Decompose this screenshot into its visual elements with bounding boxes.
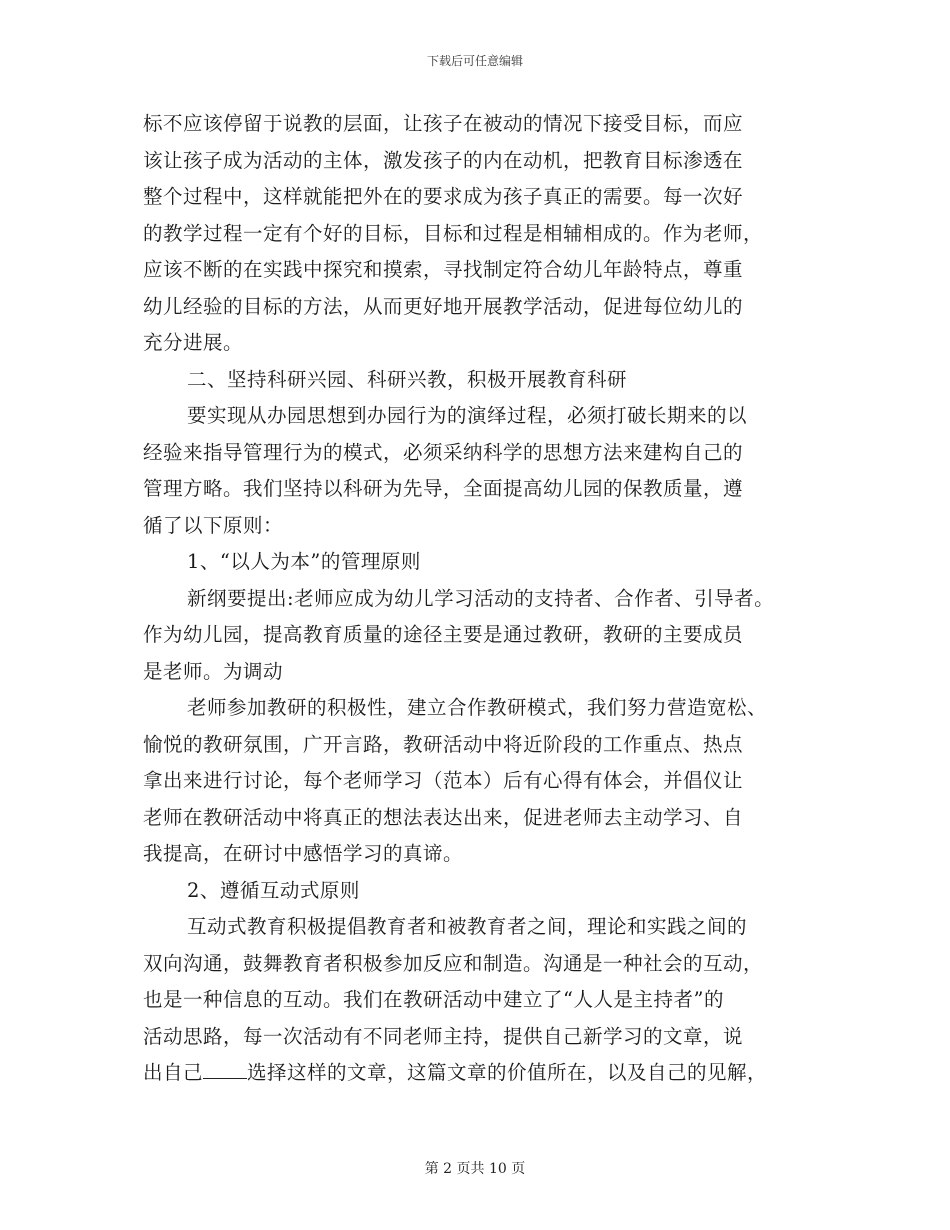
text-segment: 选择这样的文章，这篇文章的价值所在，以及自己的见解， — [247, 1061, 768, 1084]
text-line: 管理方略。我们坚持以科研为先导，全面提高幼儿园的保教质量，遵 — [143, 477, 744, 500]
text-line: 活动思路，每一次活动有不同老师主持，提供自己新学习的文章，说 — [143, 1024, 744, 1048]
page-footer: 第 2 页共 10 页 — [424, 1161, 526, 1177]
text-line: 老师参加教研的积极性，建立合作教研模式，我们努力营造宽松、 — [187, 696, 768, 719]
text-segment: 出自己 — [143, 1061, 204, 1084]
fill-in-blank — [203, 1058, 247, 1079]
text-line: 循了以下原则： — [143, 513, 284, 537]
text-line: 幼儿经验的目标的方法，从而更好地开展教学活动，促进每位幼儿的 — [143, 294, 744, 318]
text-line: 老师在教研活动中将真正的想法表达出来，促进老师去主动学习、自 — [143, 805, 744, 829]
document-body — [143, 106, 843, 1092]
text-line: 该让孩子成为活动的主体，激发孩子的内在动机，把教育目标渗透在 — [143, 148, 744, 172]
page-header: 下载后可任意编辑 — [426, 54, 523, 68]
text-line: 的教学过程一定有个好的目标，目标和过程是相辅相成的。作为老师， — [143, 221, 764, 245]
text-line: 愉悦的教研氛围，广开言路，教研活动中将近阶段的工作重点、热点 — [143, 732, 744, 756]
text-line: 互动式教育积极提倡教育者和被教育者之间，理论和实践之间的 — [187, 915, 748, 938]
text-line: 经验来指导管理行为的模式，必须采纳科学的思想方法来建构自己的 — [143, 440, 744, 464]
text-line: 充分进展。 — [143, 331, 244, 354]
text-line: 标不应该停留于说教的层面，让孩子在被动的情况下接受目标，而应 — [143, 112, 744, 135]
text-line: 是老师。为调动 — [143, 659, 284, 683]
text-line: 新纲要提出:老师应成为幼儿学习活动的支持者、合作者、引导者。 — [187, 586, 775, 610]
text-line: 整个过程中，这样就能把外在的要求成为孩子真正的需要。每一次好 — [143, 185, 744, 208]
text-line-with-blank — [143, 1055, 843, 1092]
text-line: 要实现从办园思想到办园行为的演绎过程，必须打破长期来的以 — [187, 404, 748, 427]
text-line: 双向沟通，鼓舞教育者积极参加反应和制造。沟通是一种社会的互动， — [143, 951, 764, 975]
text-line: 也是一种信息的互动。我们在教研活动中建立了“人人是主持者”的 — [143, 988, 724, 1011]
text-line: 作为幼儿园，提高教育质量的途径主要是通过教研，教研的主要成员 — [143, 623, 744, 646]
subsection-heading: 1、“以人为本”的管理原则 — [187, 550, 421, 573]
text-line: 我提高，在研讨中感悟学习的真谛。 — [143, 842, 464, 865]
text-line: 应该不断的在实践中探究和摸索，寻找制定符合幼儿年龄特点，尊重 — [143, 258, 744, 281]
subsection-heading: 2、遵循互动式原则 — [187, 878, 360, 902]
section-heading: 二、坚持科研兴园、科研兴教，积极开展教育科研 — [187, 367, 628, 391]
text-line: 拿出来进行讨论，每个老师学习（范本）后有心得有体会，并倡仪让 — [143, 769, 744, 792]
